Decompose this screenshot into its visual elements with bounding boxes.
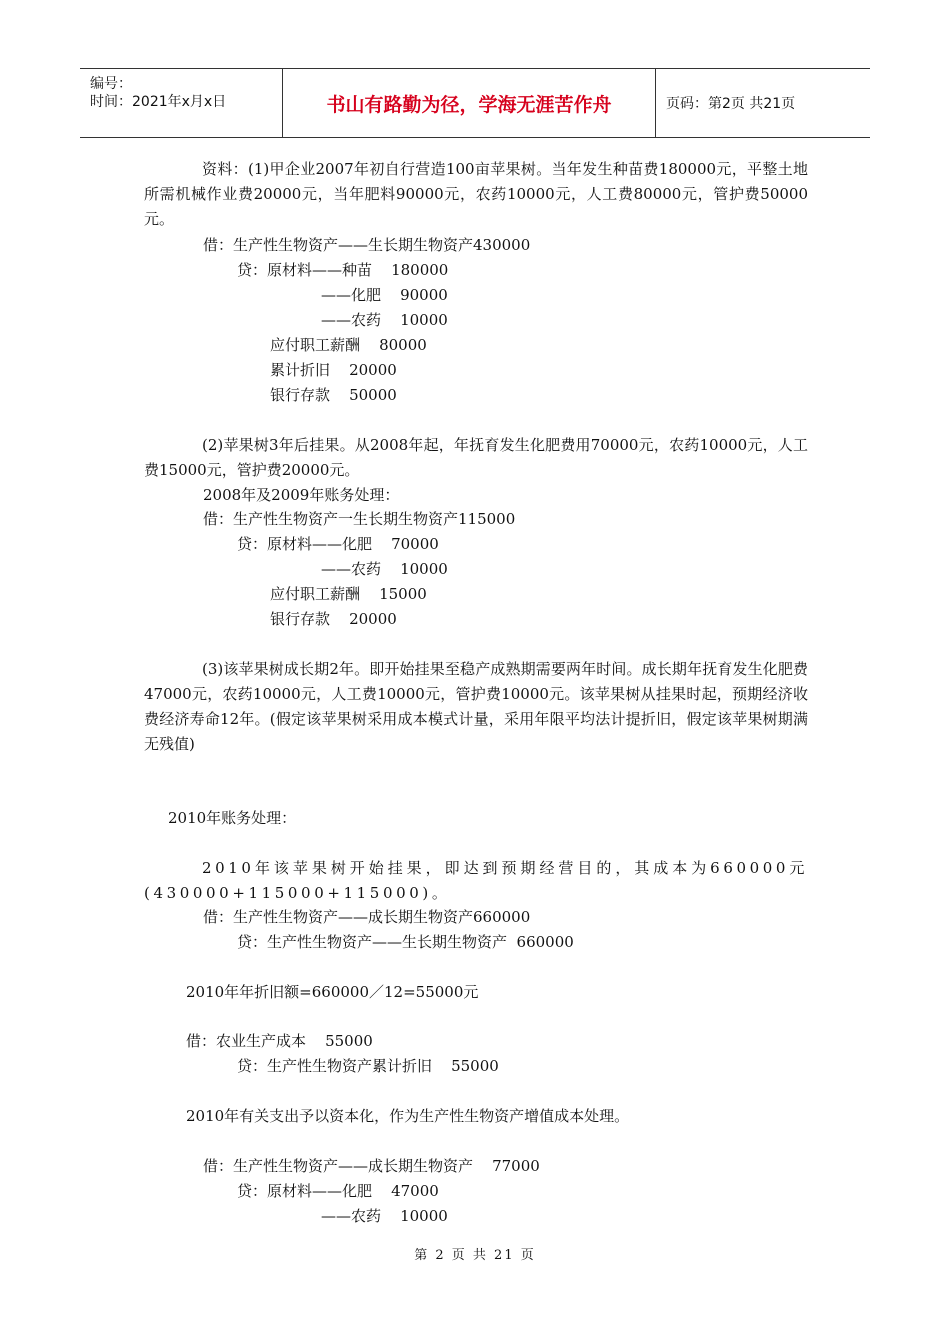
header-meta [80, 69, 283, 137]
depreciation-calc: 2010年年折旧额=660000／12=55000元 [186, 983, 479, 1001]
entry1-credit-depreciation: 累计折旧 20000 [270, 361, 397, 379]
entry2-credit-pesticide: ——农药 10000 [321, 560, 448, 578]
entry1-credit-bank: 银行存款 50000 [270, 386, 397, 404]
entry1-credit-pesticide: ——农药 10000 [321, 311, 448, 329]
header-motto: 书山有路勤为径，学海无涯苦作舟 [283, 69, 656, 137]
entry5-credit-fertilizer: 贷：原材料——化肥 47000 [237, 1182, 439, 1200]
number-label: 编号： [90, 76, 132, 92]
entry5-debit: 借：生产性生物资产——成长期生物资产 77000 [203, 1157, 540, 1175]
entry3-debit: 借：生产性生物资产——成长期生物资产660000 [203, 908, 531, 926]
entry2-credit-fertilizer: 贷：原材料——化肥 70000 [237, 535, 439, 553]
entry3-credit: 贷：生产性生物资产——生长期生物资产 660000 [237, 933, 574, 951]
entry5-credit-pesticide: ——农药 10000 [321, 1207, 448, 1225]
header-page-info: 页码：第2页 共21页 [666, 96, 796, 112]
entry2-credit-bank: 银行存款 20000 [270, 610, 397, 628]
paragraph-material-2: (2)苹果树3年后挂果。从2008年起，年抚育发生化肥费用70000元，农药10000元，人工费15000元，管护费20000元。 [144, 436, 808, 479]
entry1-debit: 借：生产性生物资产——生长期生物资产430000 [203, 236, 531, 254]
entry2-credit-payroll: 应付职工薪酬 15000 [270, 585, 427, 603]
entry1-credit-seedlings: 贷：原材料——种苗 180000 [237, 261, 449, 279]
entry4-debit: 借：农业生产成本 55000 [186, 1032, 373, 1050]
entry4-credit: 贷：生产性生物资产累计折旧 55000 [237, 1057, 499, 1075]
heading-2010: 2010年账务处理： [168, 809, 297, 827]
entry2-debit: 借：生产性生物资产一生长期生物资产115000 [203, 510, 516, 528]
page-header [80, 68, 870, 138]
page-footer: 第 2 页 共 21 页 [414, 1248, 536, 1263]
paragraph-2010-cost: 2010年该苹果树开始挂果，即达到预期经营目的，其成本为660000元(430000+115000+115000)。 [144, 859, 808, 902]
paragraph-material-3: (3)该苹果树成长期2年。即开始挂果至稳产成熟期需要两年时间。成长期年抚育发生化肥费47000元，农药10000元，人工费10000元，管护费10000元。该苹果树从挂果时起，预期经济收费经济寿命12年。(假定该苹果树采用成本模式计量，采用年限平均法计提折旧，假定该苹果树期满无残值) [144, 660, 808, 753]
heading-2008-2009: 2008年及2009年账务处理： [203, 486, 400, 504]
paragraph-material-1: 资料：(1)甲企业2007年初自行营造100亩苹果树。当年发生种苗费180000元，平整土地所需机械作业费20000元，当年肥料90000元，农药10000元，人工费80000元，管护费50000元。 [144, 160, 808, 228]
entry1-credit-payroll: 应付职工薪酬 80000 [270, 336, 427, 354]
time-label: 时间：2021年x月x日 [90, 94, 227, 110]
entry1-credit-fertilizer: ——化肥 90000 [321, 286, 448, 304]
capitalization-note: 2010年有关支出予以资本化，作为生产性生物资产增值成本处理。 [186, 1107, 630, 1125]
